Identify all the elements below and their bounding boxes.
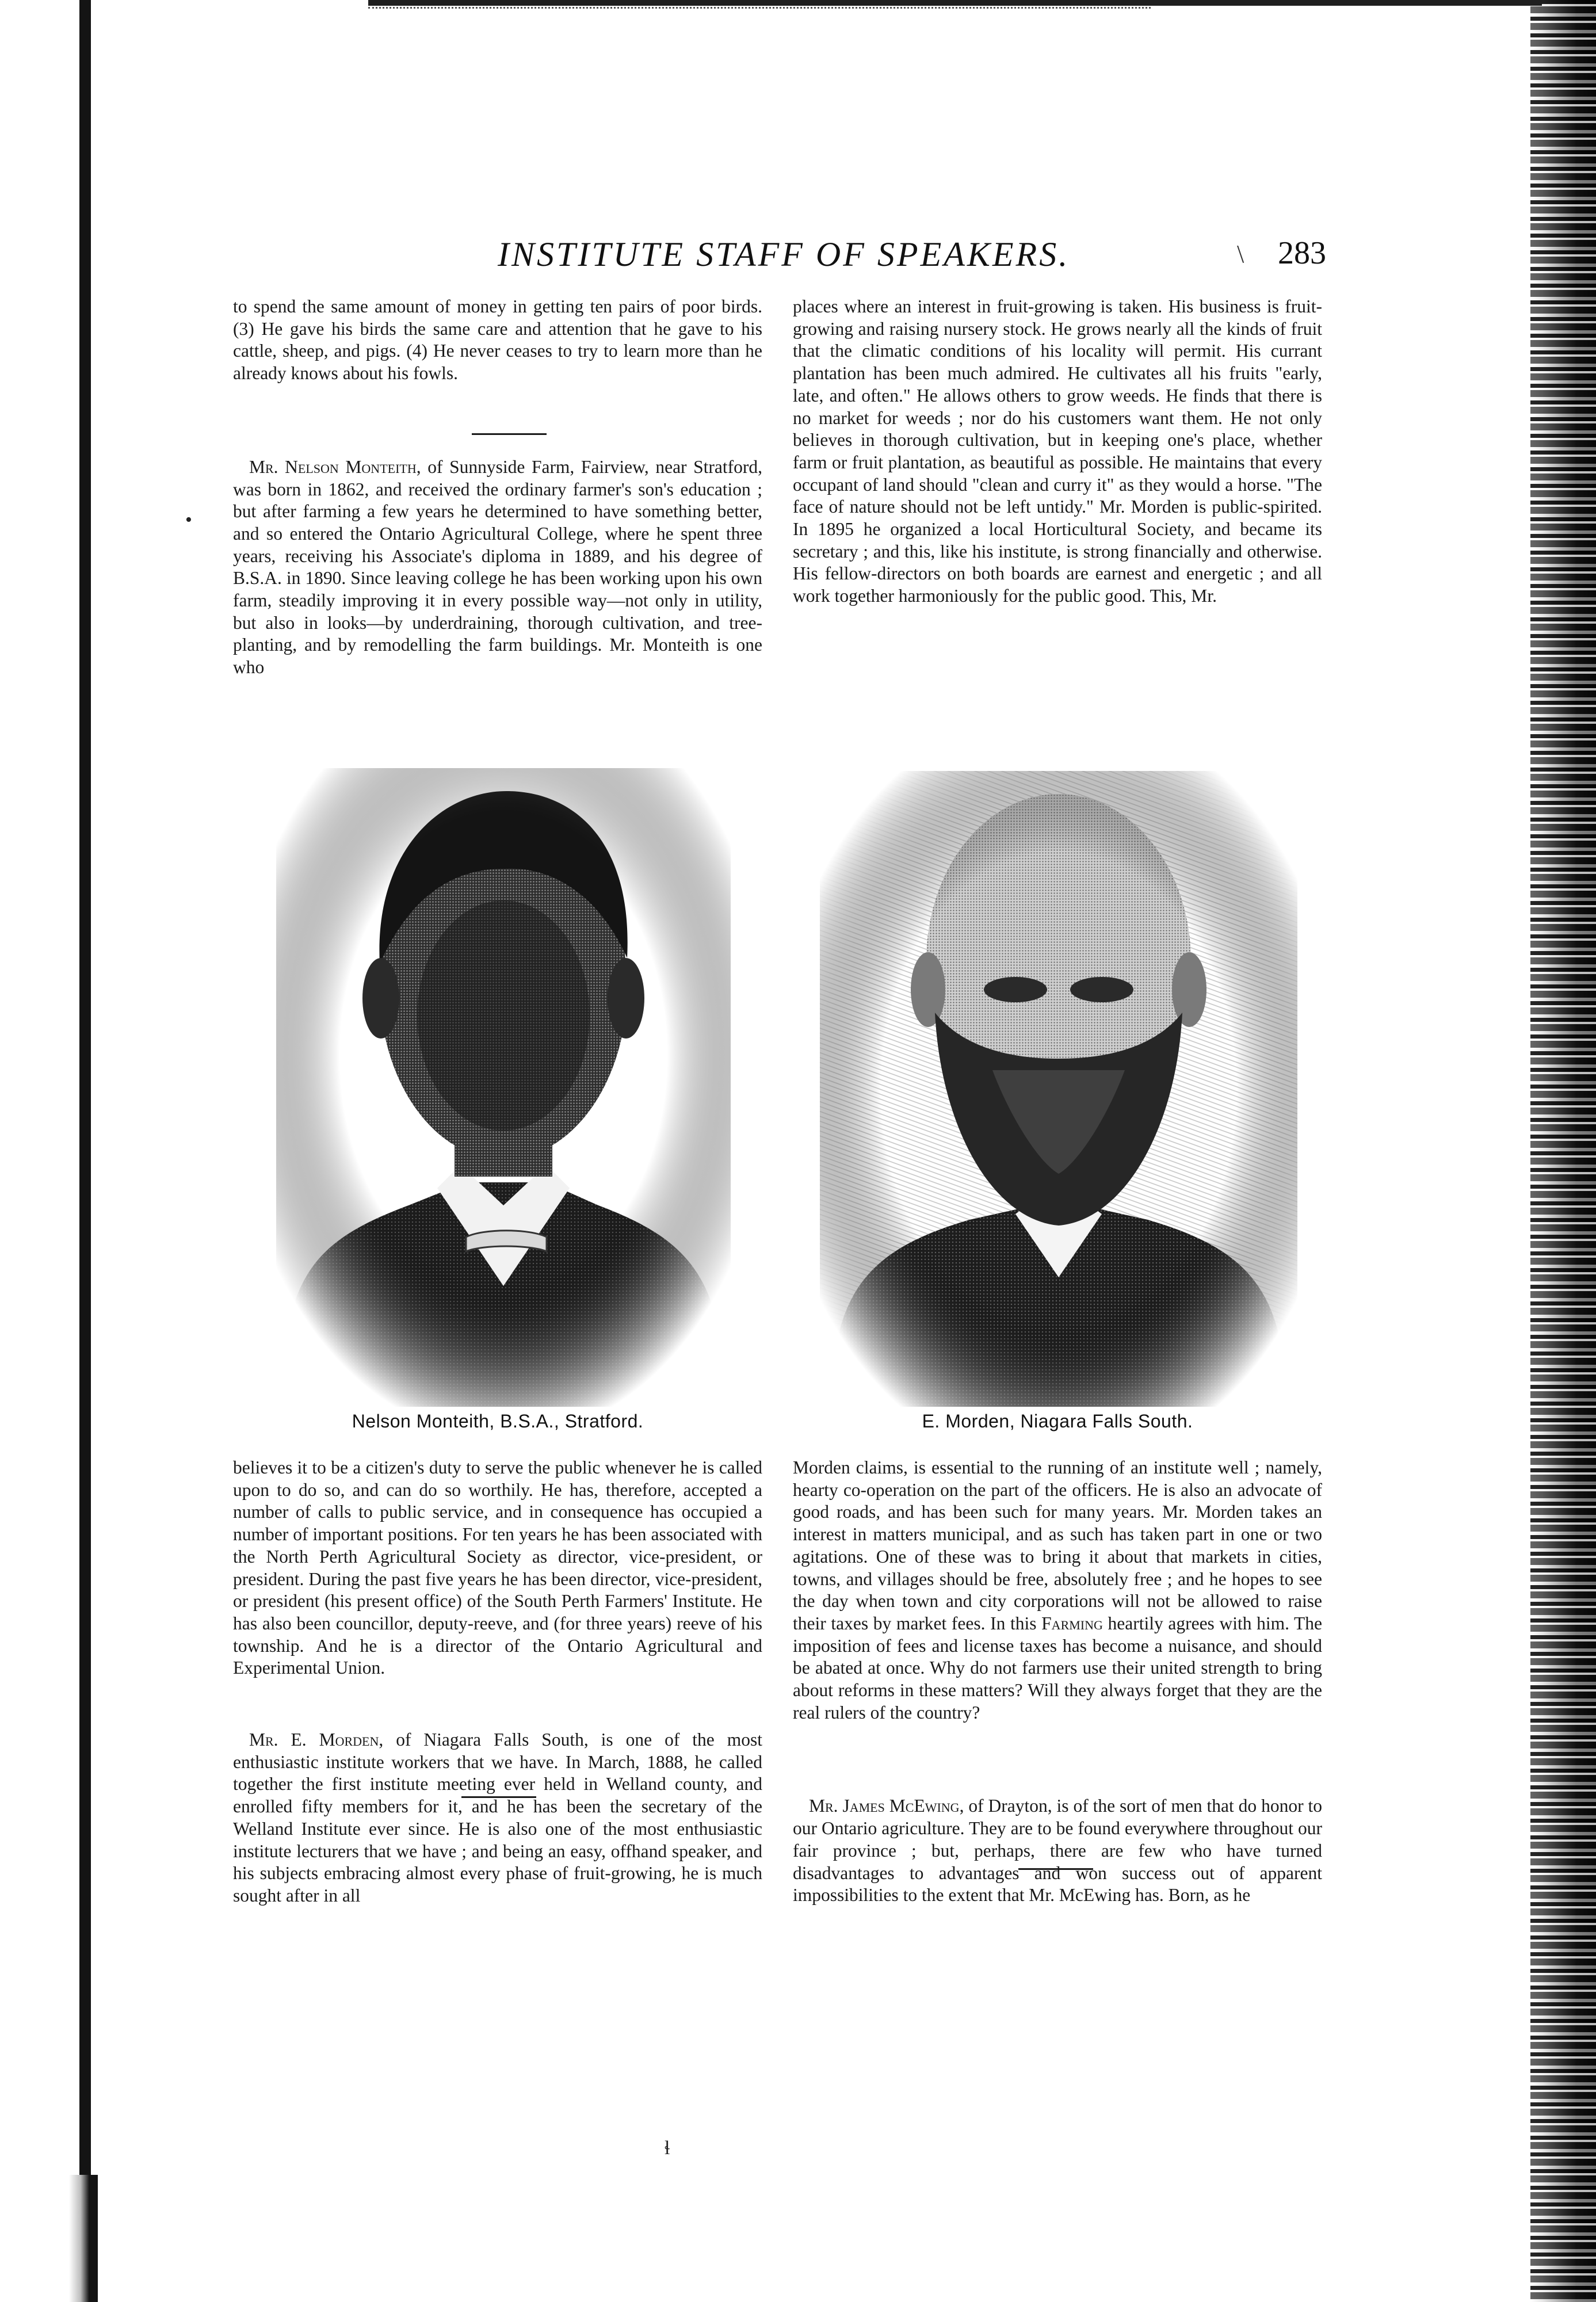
- section-rule: [472, 433, 547, 435]
- publication-name-farming: Farming: [1041, 1613, 1103, 1633]
- name-lead-monteith: Mr. Nelson Monteith,: [249, 456, 421, 477]
- section-rule: [461, 1796, 536, 1798]
- portrait-nelson-monteith: [276, 768, 731, 1407]
- paragraph-morden-body: of Niagara Falls South, is one of the most enthusiastic institute workers that we have. In March, 1888, he called together the first institute meeting ever held in Welland county, and enrolled fifty members for it, and he has been the secretary of the Welland Institute ever since. He is also one of the most enthusiastic institute lecturers that we have ; and being an easy, offhand speaker, and his subjects embracing almost every phase of fruit-growing, he is much sought after in all: [233, 1730, 762, 1906]
- page-number: 283: [1278, 235, 1326, 271]
- paragraph-monteith-intro: [233, 456, 762, 679]
- paragraph-text: Morden claims, is essential to the running of an institute well ; namely, hearty co-operation on the part of the officers. He is also an advocate of good roads, and has been such for many years. Mr. Morden takes an interest in matters municipal, and as such has taken part in one or two agitations. One of these was to bring it about that markets in cities, towns, and villages should be free, absolutely free ; and he hopes to see the day when town and city corporations will not be allowed to raise their taxes by market fees. In this: [793, 1457, 1322, 1633]
- scan-border-right: [1530, 0, 1596, 2302]
- paragraph-morden-cooperation: [793, 1457, 1322, 1724]
- rule-spacer: [793, 1724, 1322, 1795]
- scan-border-top: [368, 0, 1542, 6]
- running-title: INSTITUTE STAFF OF SPEAKERS.: [498, 235, 1070, 273]
- header-tick-mark: \: [1237, 240, 1244, 268]
- paragraph-morden-fruit: places where an interest in fruit-growing is taken. His business is fruit-growing and raising nursery stock. He grows nearly all the kinds of fruit that the climatic conditions of his locality will permit. His currant plantation has been much admired. He cultivates all his fruits "early, late, and often." He allows others to grow weeds. He finds that there is no market for weeds ; nor do his customers want them. He not only believes in thorough cultivation, but in keeping one's place, whether farm or fruit plantation, as beautiful as possible. He maintains that every occupant of land should "clean and curry it" as they would a horse. "The face of nature should not be left untidy." Mr. Morden is public-spirited. In 1895 he organized a local Horticultural Society, and became its secretary ; and this, like his institute, is strong financially and otherwise. His fellow-directors on both boards are earnest and energetic ; and all work together harmoniously for the public good. This, Mr.: [793, 296, 1322, 606]
- right-column-top: [793, 296, 1322, 608]
- page-header: [233, 235, 1326, 275]
- left-column-top: [233, 296, 762, 679]
- caption-e-morden: E. Morden, Niagara Falls South.: [922, 1411, 1193, 1431]
- scan-border-top-dotted: [368, 7, 1151, 9]
- name-lead-morden: Mr. E. Morden,: [249, 1730, 384, 1750]
- paragraph-text: heartily agrees with him. The imposition of fees and license taxes has become a nuisance, and should be abated at once. Why do not farmers use their united strength to bring about reforms in these matters? Will they always forget that they are the real rulers of the country?: [793, 1613, 1322, 1723]
- section-rule: [1018, 1868, 1093, 1870]
- stray-mark-bottom: ɬ: [665, 2137, 670, 2159]
- paragraph-monteith-body: of Sunnyside Farm, Fairview, near Stratford, was born in 1862, and received the ordinary farmer's son's education ; but after farming a few years he determined to have something better, and so entered the Ontario Agricultural College, where he spent three years, receiving his Associate's diploma in 1889, and his degree of B.S.A. in 1890. Since leaving college he has been working upon his own farm, steadily improving it in every possible way—not only in utility, but also in looks—by underdraining, thorough cultivation, and tree-planting, and by remodelling the farm buildings. Mr. Monteith is one who: [233, 456, 762, 678]
- right-column-bottom: [793, 1457, 1322, 1907]
- rule-spacer: [233, 385, 762, 456]
- name-lead-mcewing: Mr. James McEwing,: [809, 1796, 964, 1816]
- rule-spacer: [233, 1679, 762, 1729]
- portrait-e-morden: [820, 771, 1297, 1407]
- paragraph-poultry-end: to spend the same amount of money in getting ten pairs of poor birds. (3) He gave his birds the same care and attention that he gave to his cattle, sheep, and pigs. (4) He never ceases to try to learn more than he already knows about his fowls.: [233, 296, 762, 384]
- left-column-bottom: [233, 1457, 762, 1907]
- paragraph-monteith-service: believes it to be a citizen's duty to serve the public whenever he is called upon to do so, and can do so worthily. He has, therefore, accepted a number of calls to public service, and in consequence has occupied a number of important positions. For ten years he has been associated with the North Perth Agricultural Society as director, vice-president, or president. During the past five years he has been director, vice-president, or president (his present office) of the South Perth Farmers' Institute. He has also been councillor, deputy-reeve, and (for three years) reeve of his township. And he is a director of the Ontario Agricultural and Experimental Union.: [233, 1457, 762, 1678]
- scan-border-left-edge: [69, 2175, 98, 2302]
- paragraph-mcewing-body: of Drayton, is of the sort of men that do honor to our Ontario agriculture. They are to be found everywhere throughout our fair province ; but, perhaps, there are few who have turned disadvantages to advantages and won success out of apparent impossibilities to the extent that Mr. McEwing has. Born, as he: [793, 1796, 1322, 1906]
- scan-border-left: [79, 0, 91, 2302]
- caption-nelson-monteith: Nelson Monteith, B.S.A., Stratford.: [352, 1411, 644, 1431]
- stray-bullet: •: [185, 509, 192, 530]
- paragraph-mcewing-intro: [793, 1795, 1322, 1907]
- paragraph-morden-intro: [233, 1729, 762, 1907]
